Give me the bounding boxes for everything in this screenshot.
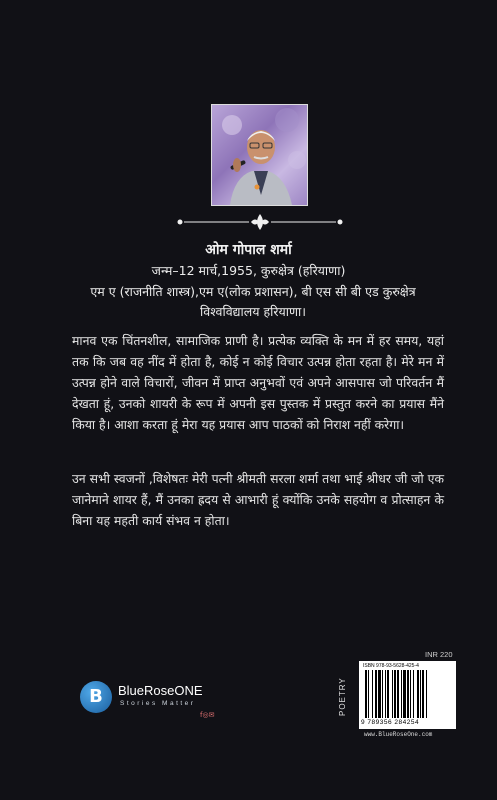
author-photo: [211, 104, 308, 206]
genre-label: POETRY: [338, 677, 347, 716]
price-label: INR 220: [425, 650, 453, 659]
publisher-website: www.BlueRoseOne.com: [364, 731, 433, 738]
barcode: [359, 661, 456, 729]
isbn-label: ISBN 978-93-5628-425-4: [363, 663, 419, 669]
ornamental-divider: [175, 212, 345, 232]
acknowledgement-paragraph: उन सभी स्वजनों ,विशेषतः मेरी पत्नी श्रीमती सरला शर्मा तथा भाई श्रीधर जी जो एक जानेमाने शायर हैं, मैं उनका ह्रदय से आभारी हूं क्योंकि उनके सहयोग व प्रोत्साहन के बिना यह महती कार्य संभव न होता।: [72, 471, 444, 528]
author-birth-info: जन्म–12 मार्च,1955, कुरुक्षेत्र (हरियाणा): [151, 263, 346, 278]
about-paragraph: मानव एक चिंतनशील, सामाजिक प्राणी है। प्रत्येक व्यक्ति के मन में हर समय, यहां तक कि जब वह नींद में होता है, कोई न कोई विचार उत्पन्न होता रहता है। मेरे मन में उत्पन्न होने वाले विचारों, जीवन में प्राप्त अनुभवों एवं अपने आसपास जो परिवर्तन मैं देखता हूं, उनको शायरी के रूप में अपनी इस पुस्तक में प्रस्तुत करने का प्रयास मैंने किया है। आशा करता हूं मेरा यह प्रयास आप पाठकों को निराश नहीं करेगा।: [72, 333, 444, 432]
publisher-logo: [80, 681, 220, 721]
author-education: एम ए (राजनीति शास्त्र),एम ए(लोक प्रशासन), बी एस सी बी एड कुरुक्षेत्र विश्वविद्यालय हरियाणा।: [90, 284, 416, 319]
publisher-tagline: Stories Matter: [120, 700, 196, 707]
publisher-logo-icon: B: [80, 681, 112, 713]
isbn-digits: 9 789356 284254: [361, 719, 420, 726]
author-name: ओम गोपाल शर्मा: [205, 242, 292, 258]
barcode-bars-icon: [365, 670, 451, 718]
social-icons: f◎✉: [200, 711, 215, 719]
publisher-name: BlueRoseONE: [118, 683, 203, 698]
